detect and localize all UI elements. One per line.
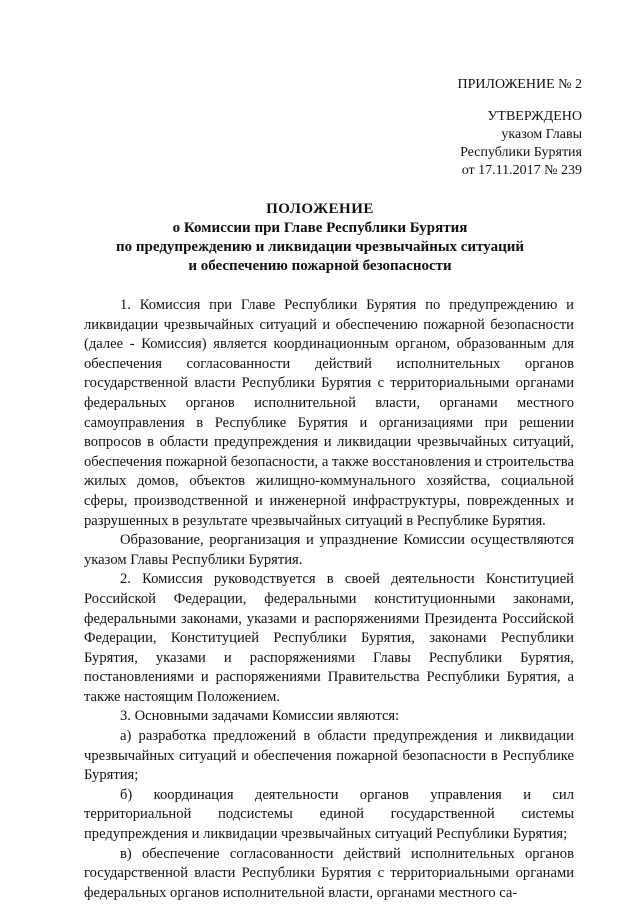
title-main: ПОЛОЖЕНИЕ bbox=[266, 201, 374, 217]
document-title bbox=[0, 200, 640, 276]
title-line: по предупреждению и ликвидации чрезвычайных ситуаций bbox=[116, 239, 524, 255]
title-line: и обеспечению пожарной безопасности bbox=[188, 258, 452, 274]
paragraph-formation: Образование, реорганизация и упразднение Комиссии осуществляются указом Главы Республики Бурятия. bbox=[84, 532, 574, 568]
approval-header bbox=[458, 76, 583, 180]
approval-line-republic: Республики Бурятия bbox=[460, 145, 582, 160]
approval-line-approved: УТВЕРЖДЕНО bbox=[487, 109, 582, 124]
approval-line-date-number: от 17.11.2017 № 239 bbox=[461, 163, 582, 178]
paragraph-3c: в) обеспечение согласованности действий исполнительных органов государственной власти Республики Бурятия с территориальными органами федеральных органов исполнительной власти, органами местного са- bbox=[84, 845, 574, 901]
appendix-label: ПРИЛОЖЕНИЕ № 2 bbox=[457, 77, 582, 92]
paragraph-1: 1. Комиссия при Главе Республики Бурятия по предупреждению и ликвидации чрезвычайных ситуаций и обеспечению пожарной безопасности (далее - Комиссия) является координационным органом, образованным для обеспечения согласованности действий исполнительных органов государственной власти Республики Бурятия с территориальными органами федеральных органов исполнительной власти, органами местного самоуправления в Республике Бурятия и организациями при решении вопросов в области предупреждения и ликвидации чрезвычайных ситуаций, обеспечения пожарной безопасности, а также восстановления и строительства жилых домов, объектов жилищно-коммунального хозяйства, социальной сферы, производственной и инженерной инфраструктуры, поврежденных и разрушенных в результате чрезвычайных ситуаций в Республике Бурятия. bbox=[84, 297, 574, 529]
paragraph-3: 3. Основными задачами Комиссии являются: bbox=[120, 708, 400, 725]
document-body bbox=[84, 296, 574, 903]
paragraph-3a: а) разработка предложений в области предупреждения и ликвидации чрезвычайных ситуаций и обеспечения пожарной безопасности в Республике Бурятия; bbox=[84, 728, 574, 784]
approval-line-decree: указом Главы bbox=[501, 127, 582, 142]
title-line: о Комиссии при Главе Республики Бурятия bbox=[172, 220, 468, 236]
paragraph-3b: б) координация деятельности органов управления и сил территориальной подсистемы единой государственной системы предупреждения и ликвидации чрезвычайных ситуаций Республики Бурятия; bbox=[84, 786, 574, 843]
approval-stamp bbox=[458, 108, 583, 180]
paragraph-2: 2. Комиссия руководствуется в своей деятельности Конституцией Российской Федерации, федеральными конституционными законами, федеральными законами, указами и распоряжениями Президента Российской Федерации, Конституцией Республики Бурятия, законами Республики Бурятия, указами и распоряжениями Главы Республики Бурятия, постановлениями и распоряжениями Правительства Республики Бурятия, а также настоящим Положением. bbox=[84, 571, 574, 705]
